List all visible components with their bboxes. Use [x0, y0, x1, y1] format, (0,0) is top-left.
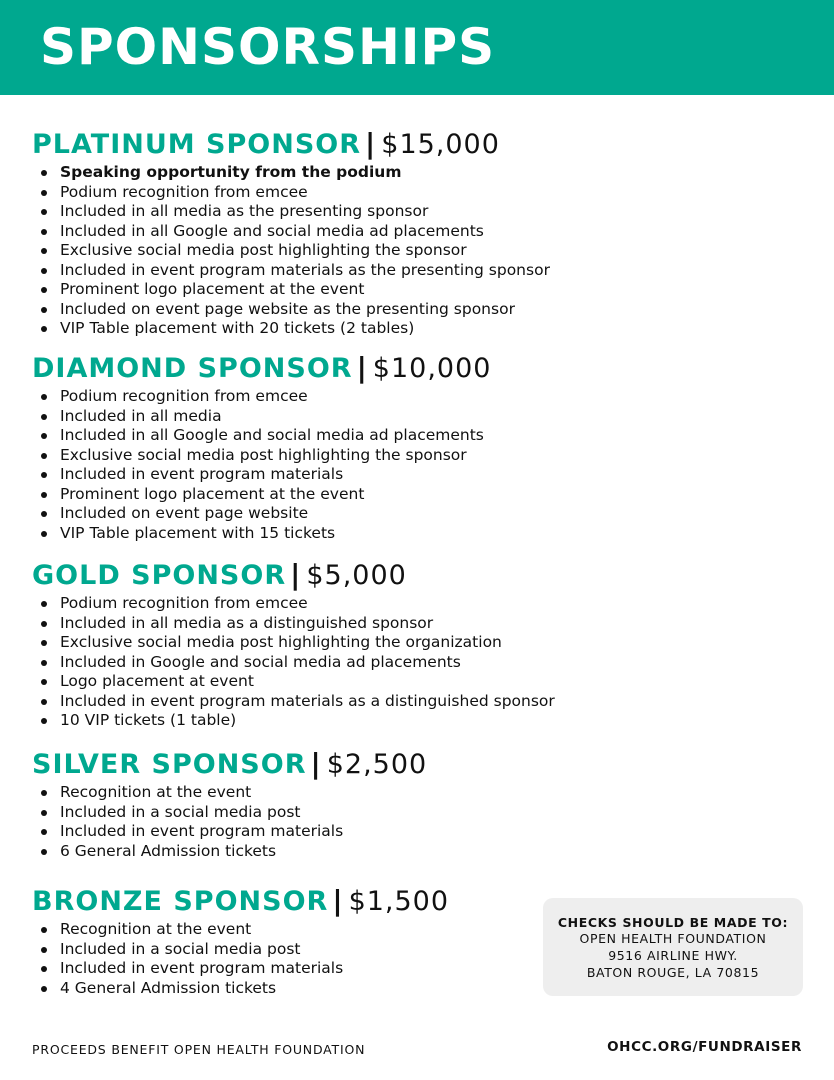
tier-gold	[32, 556, 555, 731]
header-banner	[0, 0, 834, 95]
tier-name: DIAMOND SPONSOR	[32, 353, 353, 384]
tier-separator: |	[310, 747, 321, 780]
checks-info-box	[543, 898, 803, 996]
tier-price: $2,500	[326, 749, 428, 780]
benefit-item: Included in all media as the presenting sponsor	[32, 202, 550, 222]
tier-separator: |	[365, 127, 376, 160]
benefit-item: Prominent logo placement at the event	[32, 485, 491, 505]
benefit-item: Included on event page website	[32, 504, 491, 524]
benefit-item: 6 General Admission tickets	[32, 842, 427, 862]
benefit-item: 4 General Admission tickets	[32, 979, 449, 999]
benefit-item: Podium recognition from emcee	[32, 594, 555, 614]
benefit-list	[32, 594, 555, 731]
tier-heading	[32, 125, 550, 163]
tier-separator: |	[332, 884, 343, 917]
benefit-item: Included in a social media post	[32, 803, 427, 823]
tier-platinum	[32, 125, 550, 339]
benefit-item: Speaking opportunity from the podium	[32, 163, 550, 183]
checks-payee: OPEN HEALTH FOUNDATION	[579, 931, 767, 946]
tier-heading	[32, 556, 555, 594]
benefit-item: Included in a social media post	[32, 940, 449, 960]
benefit-list	[32, 783, 427, 861]
tier-name: SILVER SPONSOR	[32, 749, 307, 780]
tier-silver	[32, 745, 427, 861]
checks-title: CHECKS SHOULD BE MADE TO:	[557, 915, 789, 930]
tier-bronze	[32, 882, 449, 998]
benefit-item: Included in all media as a distinguished sponsor	[32, 614, 555, 634]
benefit-item: Included in event program materials	[32, 959, 449, 979]
benefit-item: Exclusive social media post highlighting the sponsor	[32, 446, 491, 466]
benefit-item: Included in all media	[32, 407, 491, 427]
tier-diamond	[32, 349, 491, 543]
page-title: SPONSORSHIPS	[40, 18, 496, 76]
benefit-list	[32, 387, 491, 543]
tier-heading	[32, 745, 427, 783]
footer-proceeds-note: PROCEEDS BENEFIT OPEN HEALTH FOUNDATION	[32, 1042, 366, 1057]
benefit-item: VIP Table placement with 20 tickets (2 tables)	[32, 319, 550, 339]
benefit-item: Podium recognition from emcee	[32, 387, 491, 407]
tier-name: GOLD SPONSOR	[32, 560, 287, 591]
benefit-item: Included in Google and social media ad placements	[32, 653, 555, 673]
benefit-item: Included in event program materials	[32, 465, 491, 485]
benefit-item: Recognition at the event	[32, 920, 449, 940]
benefit-item: Included in event program materials as a distinguished sponsor	[32, 692, 555, 712]
benefit-item: Included in all Google and social media ad placements	[32, 426, 491, 446]
tier-price: $15,000	[381, 129, 500, 160]
benefit-item: Prominent logo placement at the event	[32, 280, 550, 300]
tier-name: BRONZE SPONSOR	[32, 886, 329, 917]
benefit-item: Podium recognition from emcee	[32, 183, 550, 203]
benefit-item: Included in all Google and social media ad placements	[32, 222, 550, 242]
benefit-list	[32, 163, 550, 339]
tier-price: $10,000	[372, 353, 492, 384]
benefit-item: 10 VIP tickets (1 table)	[32, 711, 555, 731]
benefit-item: Included in event program materials as the presenting sponsor	[32, 261, 550, 281]
benefit-item: Logo placement at event	[32, 672, 555, 692]
tier-price: $5,000	[306, 560, 407, 591]
tier-separator: |	[356, 351, 367, 384]
tier-heading	[32, 882, 449, 920]
tier-price: $1,500	[348, 886, 450, 917]
checks-city: BATON ROUGE, LA 70815	[586, 965, 760, 980]
tier-separator: |	[290, 558, 301, 591]
tier-name: PLATINUM SPONSOR	[32, 129, 362, 160]
checks-street: 9516 AIRLINE HWY.	[608, 948, 738, 963]
benefit-item: Recognition at the event	[32, 783, 427, 803]
benefit-item: Exclusive social media post highlighting the sponsor	[32, 241, 550, 261]
benefit-item: Included on event page website as the presenting sponsor	[32, 300, 550, 320]
benefit-item: Included in event program materials	[32, 822, 427, 842]
tier-heading	[32, 349, 491, 387]
benefit-item: Exclusive social media post highlighting the organization	[32, 633, 555, 653]
benefit-item: VIP Table placement with 15 tickets	[32, 524, 491, 544]
footer-website-link[interactable]: OHCC.ORG/FUNDRAISER	[607, 1039, 802, 1055]
benefit-list	[32, 920, 449, 998]
